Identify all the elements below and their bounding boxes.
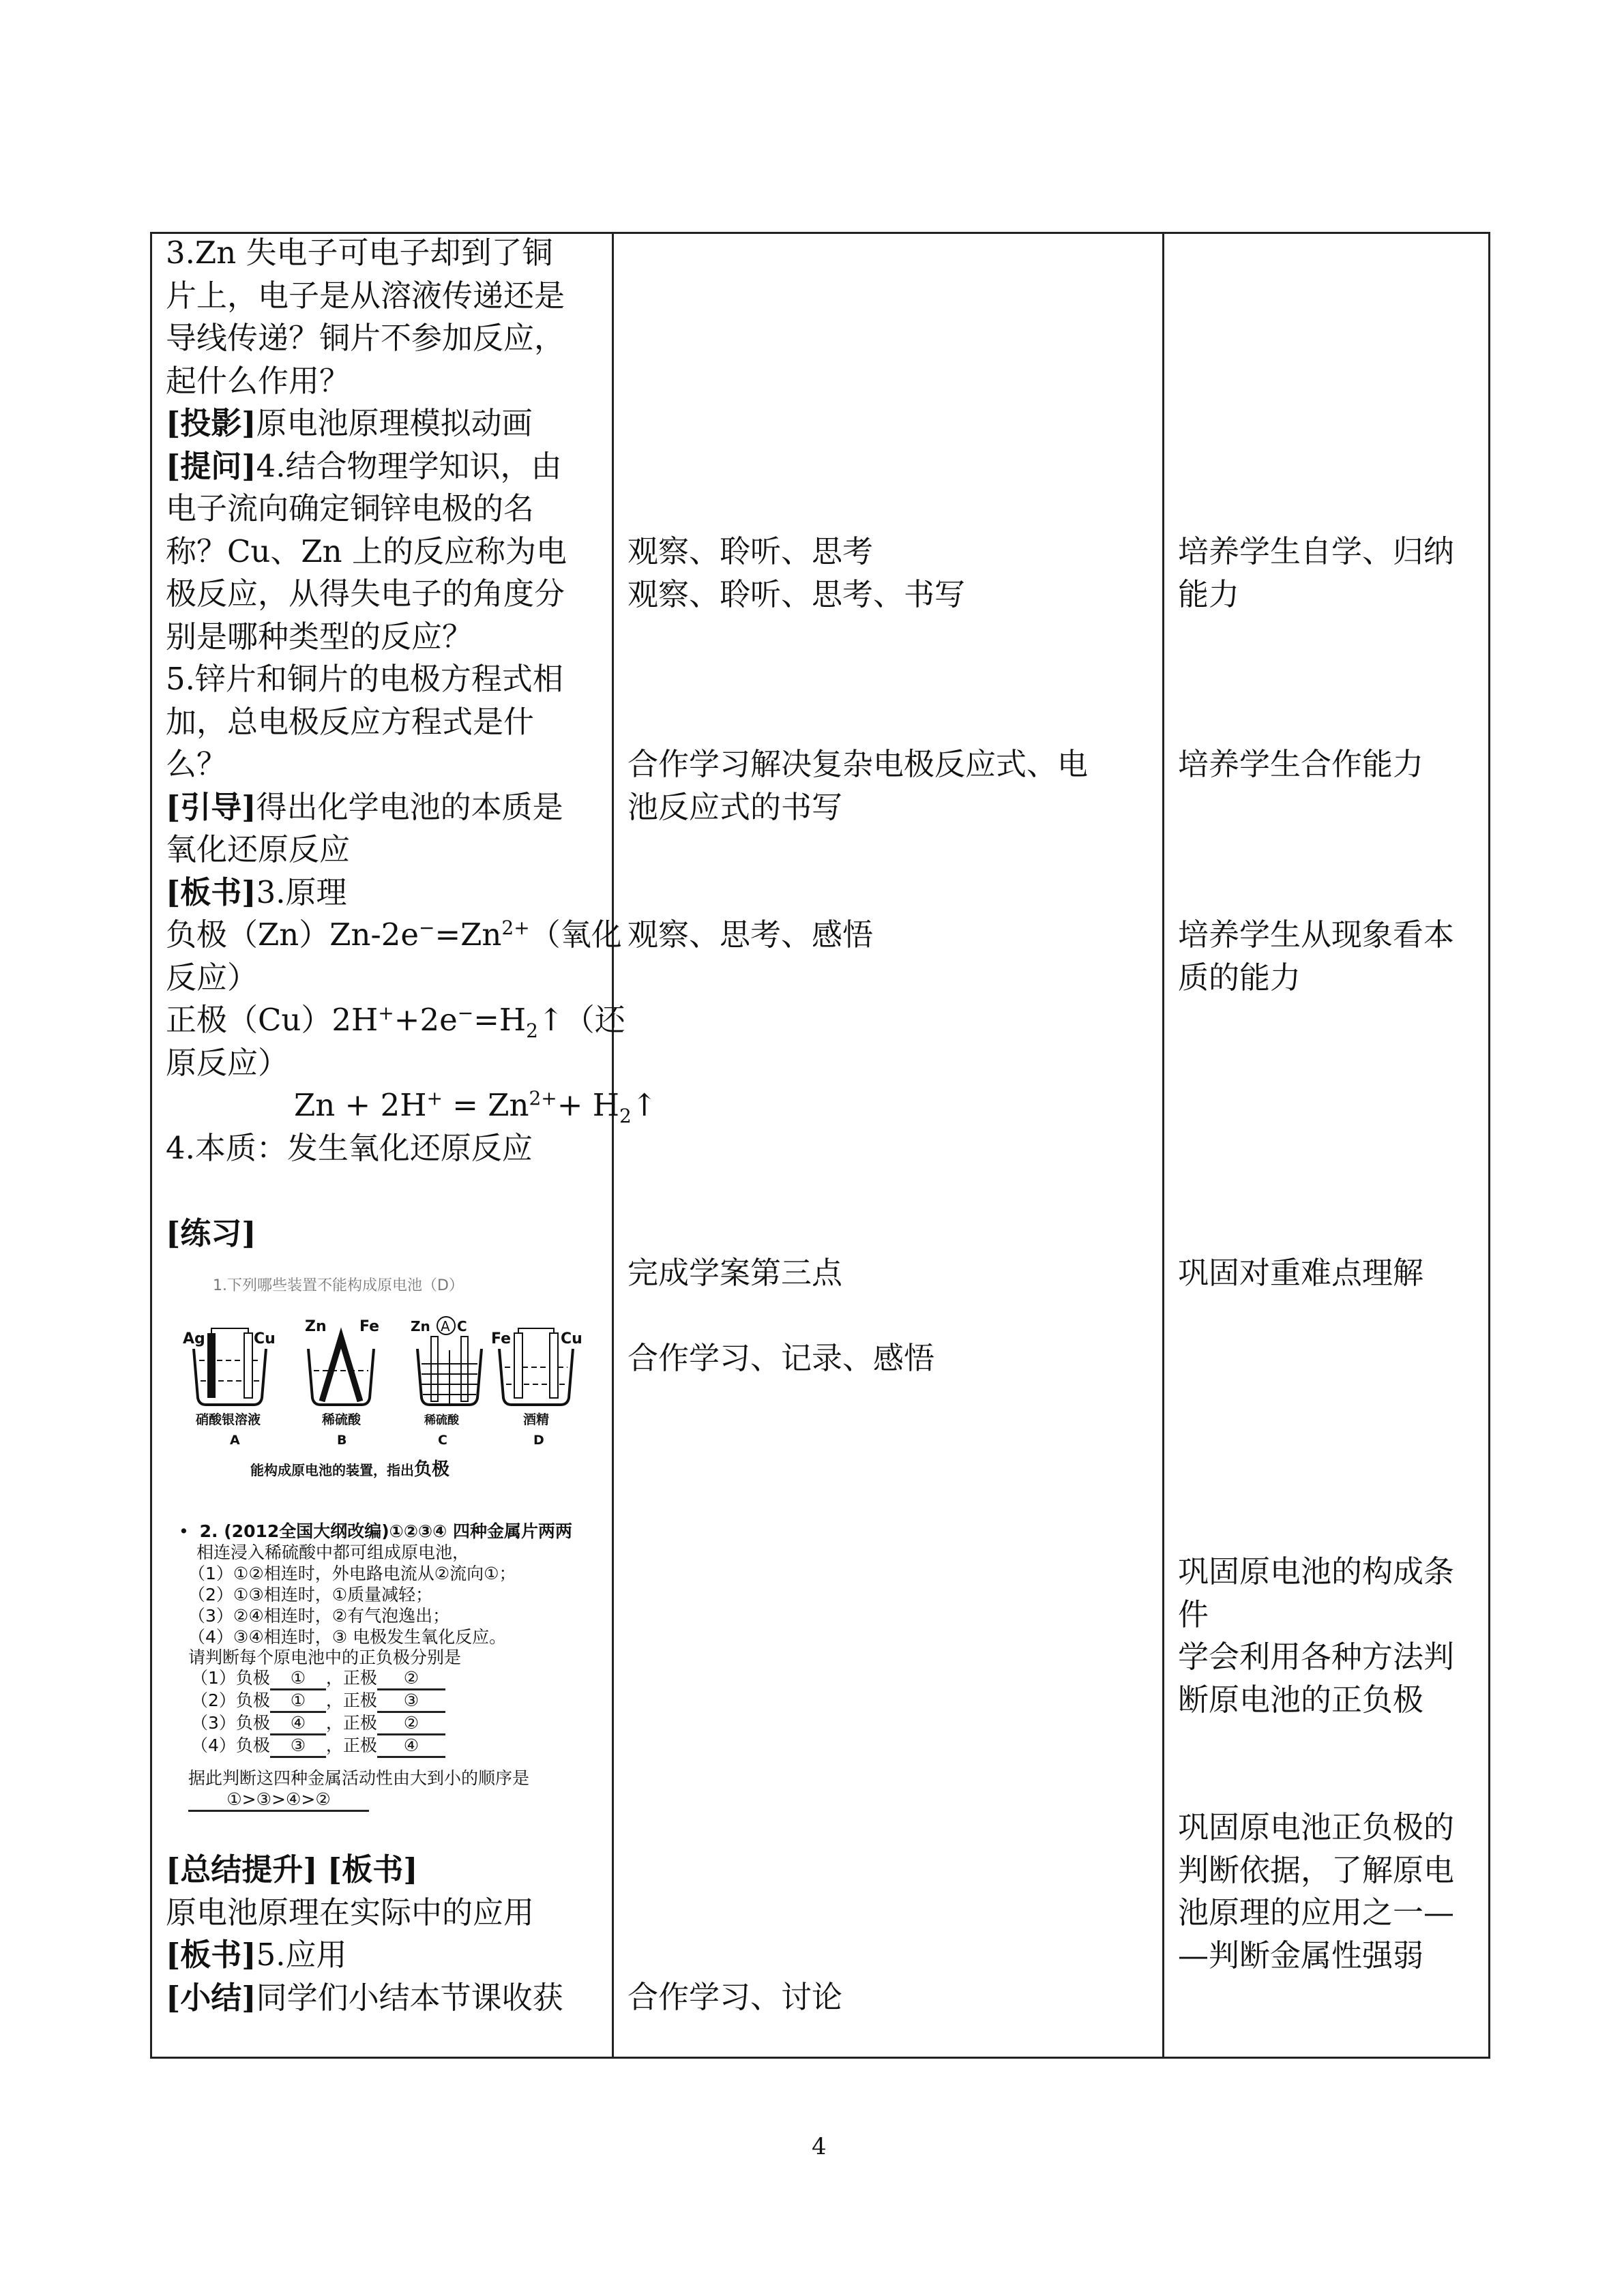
- q2-answer-3: （3）负极 ④ ，正极 ②: [179, 1713, 572, 1735]
- intent-1a: 培养学生自学、归纳: [1178, 533, 1455, 569]
- design-intent-column-b: [1178, 743, 1423, 786]
- question-3-line-3: 导线传递？铜片不参加反应，: [166, 320, 565, 356]
- negative-electrode-equation: 负极$(Zn)Zn-2e^-=Zn^{2+}$（氧化: [166, 916, 622, 953]
- student-activity-column: [628, 531, 965, 616]
- question-4-line-3: 称？Cu、Zn 上的反应称为电: [166, 533, 567, 569]
- student-activity-column-c: [628, 914, 873, 957]
- question-3-line-2: 片上，电子是从溶液传递还是: [166, 277, 565, 314]
- practice-heading: [166, 1212, 658, 1255]
- table-right-border: [1488, 232, 1490, 2059]
- board-tag: [板书]: [166, 874, 256, 910]
- intent-5b: 件: [1178, 1596, 1209, 1632]
- summary-up-tag: [总结提升]: [166, 1851, 318, 1888]
- student-activity-3b: 池反应式的书写: [628, 788, 843, 825]
- student-activity-3a: 合作学习解决复杂电极反应式、电: [628, 746, 1089, 782]
- intent-5a: 巩固原电池的构成条: [1178, 1553, 1455, 1590]
- negative-electrode-equation-2: 反应）: [166, 959, 259, 996]
- projection-tag: [投影]: [166, 405, 256, 441]
- solution-c: 稀硫酸: [424, 1414, 459, 1427]
- q2-line-7: 请判断每个原电池中的正负极分别是: [188, 1648, 462, 1667]
- student-activity-5: 完成学案第三点: [628, 1255, 843, 1291]
- cell-d: [491, 1328, 582, 1405]
- total-reaction-equation: $Zn + 2H^+ = Zn^{2+}+$ $H_2↑$: [294, 1087, 658, 1127]
- intent-6a: 巩固原电池正负极的: [1178, 1809, 1455, 1845]
- summary-tag: [小结]: [166, 1979, 256, 2016]
- practice-tag: [练习]: [166, 1214, 256, 1251]
- essence-line: 4.本质：发生氧化还原反应: [166, 1129, 533, 1166]
- guide-line-2: 氧化还原反应: [166, 831, 351, 867]
- design-intent-column-d: [1178, 1252, 1423, 1295]
- intent-6d: —判断金属性强弱: [1178, 1937, 1424, 1973]
- letter-c: C: [438, 1433, 447, 1448]
- intent-6c: 池原理的应用之一—: [1178, 1894, 1455, 1930]
- guide-tag: [引导]: [166, 788, 256, 825]
- solution-a: 硝酸银溶液: [196, 1412, 261, 1427]
- q2-answer-4: （4）负极 ③ ，正极 ④: [179, 1735, 572, 1758]
- ask-line: [提问]4.结合物理学知识，由: [166, 447, 562, 484]
- cell-b-left-label: Zn: [305, 1318, 327, 1335]
- q2-line-3: （1）①②相连时，外电路电流从②流向①；: [188, 1564, 516, 1583]
- table-divider-2: [1162, 232, 1164, 2059]
- cell-b-right-label: Fe: [359, 1318, 380, 1335]
- q2-answer-1: （1）负极 ① ，正极 ②: [179, 1668, 572, 1690]
- solution-b: 稀硫酸: [322, 1412, 361, 1427]
- teacher-activity-column-lower: [166, 1849, 563, 2019]
- ask-tag: [提问]: [166, 447, 256, 484]
- cell-c: [411, 1317, 482, 1405]
- student-activity-column-e: [628, 1337, 934, 1380]
- student-activity-7: 合作学习、讨论: [628, 1979, 843, 2015]
- table-left-border: [150, 232, 152, 2059]
- projection-line: [投影]原电池原理模拟动画: [166, 405, 533, 441]
- teacher-activity-column: [166, 232, 658, 1255]
- intent-4: 巩固对重难点理解: [1178, 1255, 1424, 1291]
- cell-a: [183, 1328, 276, 1405]
- board-tag-2: [板书]: [327, 1851, 418, 1888]
- q2-line-5: （3）②④相连时，②有气泡逸出；: [188, 1606, 450, 1626]
- cell-d-right-label: Cu: [561, 1330, 582, 1347]
- question-3-line-1: 3.Zn 失电子可电子却到了铜: [166, 235, 553, 271]
- intent-5c: 学会利用各种方法判: [1178, 1639, 1455, 1675]
- design-intent-column-e: [1178, 1551, 1454, 1721]
- board-tag-3: [板书]: [166, 1937, 256, 1973]
- intent-3b: 质的能力: [1178, 959, 1301, 996]
- board-application-line: [板书]5.应用: [166, 1937, 347, 1973]
- figure-footer: 能构成原电池的装置，指出负极: [250, 1459, 450, 1480]
- cell-c-right-label: C: [457, 1318, 467, 1335]
- positive-electrode-equation: 正极$(Cu)2H^++2e^-=H_2↑$（还: [166, 1002, 625, 1042]
- galvanic-cell-figure: [179, 1268, 595, 1487]
- cell-c-left-label: Zn: [411, 1318, 430, 1335]
- question-5-line-3: 么？: [166, 746, 228, 782]
- letter-a: A: [230, 1433, 240, 1448]
- q2-line-4: （2）①③相连时，①质量减轻；: [188, 1585, 433, 1605]
- board-principle-line: [板书]3.原理: [166, 874, 347, 910]
- figure-question: 1.下列哪些装置不能构成原电池（D）: [213, 1277, 464, 1294]
- solution-d: 酒精: [523, 1412, 550, 1427]
- cell-d-left-label: Fe: [491, 1330, 512, 1347]
- question-4-line-5: 别是哪种类型的反应？: [166, 618, 473, 655]
- q2-line-6: （4）③④相连时，③ 电极发生氧化反应。: [188, 1627, 507, 1647]
- student-activity-2: 观察、聆听、思考、书写: [628, 576, 966, 612]
- student-activity-column-d: [628, 1252, 842, 1295]
- cell-a-left-label: Ag: [183, 1330, 205, 1347]
- design-intent-column-c: [1178, 914, 1454, 999]
- intent-2: 培养学生合作能力: [1178, 746, 1424, 782]
- intent-6b: 判断依据，了解原电: [1178, 1851, 1455, 1888]
- q2-line-2: 相连浸入稀硫酸中都可组成原电池，: [196, 1542, 470, 1562]
- letter-d: D: [533, 1433, 544, 1448]
- question-5-line-1: 5.锌片和铜片的电极方程式相: [166, 661, 563, 697]
- q2-conclusion: 据此判断这四种金属活动性由大到小的顺序是: [188, 1768, 530, 1788]
- intent-1b: 能力: [1178, 576, 1240, 612]
- letter-b: B: [337, 1433, 347, 1448]
- guide-line: [引导]得出化学电池的本质是: [166, 788, 563, 825]
- question-4-line-4: 极反应，从得失电子的角度分: [166, 576, 565, 612]
- student-activity-4: 观察、思考、感悟: [628, 916, 874, 953]
- cell-b: [305, 1318, 379, 1405]
- metal-activity-question: [179, 1521, 572, 1812]
- student-activity-column-f: [628, 1976, 842, 2019]
- student-activity-1: 观察、聆听、思考: [628, 533, 874, 569]
- q2-answer-2: （2）负极 ① ，正极 ③: [179, 1690, 572, 1713]
- student-activity-column-b: [628, 743, 1088, 829]
- design-intent-column: [1178, 531, 1454, 616]
- table-bottom-border: [150, 2057, 1490, 2059]
- summary-line: [小结]同学们小结本节课收获: [166, 1979, 563, 2016]
- intent-5d: 断原电池的正负极: [1178, 1681, 1424, 1718]
- question-3-line-4: 起什么作用？: [166, 362, 351, 399]
- cell-c-meter-label: A: [441, 1318, 450, 1335]
- question-5-line-2: 加，总电极反应方程式是什: [166, 703, 535, 740]
- application-title: 原电池原理在实际中的应用: [166, 1894, 535, 1930]
- positive-electrode-equation-2: 原反应）: [166, 1044, 289, 1081]
- question-4-line-2: 电子流向确定铜锌电极的名: [166, 490, 535, 526]
- q2-order: ①>③>④>②: [179, 1789, 572, 1812]
- intent-3a: 培养学生从现象看本: [1178, 916, 1455, 953]
- q2-line-1: • 2. (2012全国大纲改编)①②③④ 四种金属片两两: [179, 1521, 573, 1541]
- student-activity-6: 合作学习、记录、感悟: [628, 1340, 935, 1376]
- summary-up-line: [166, 1849, 563, 1892]
- design-intent-column-f: [1178, 1806, 1454, 1977]
- cell-a-right-label: Cu: [254, 1330, 276, 1347]
- page-number: 4: [812, 2133, 827, 2160]
